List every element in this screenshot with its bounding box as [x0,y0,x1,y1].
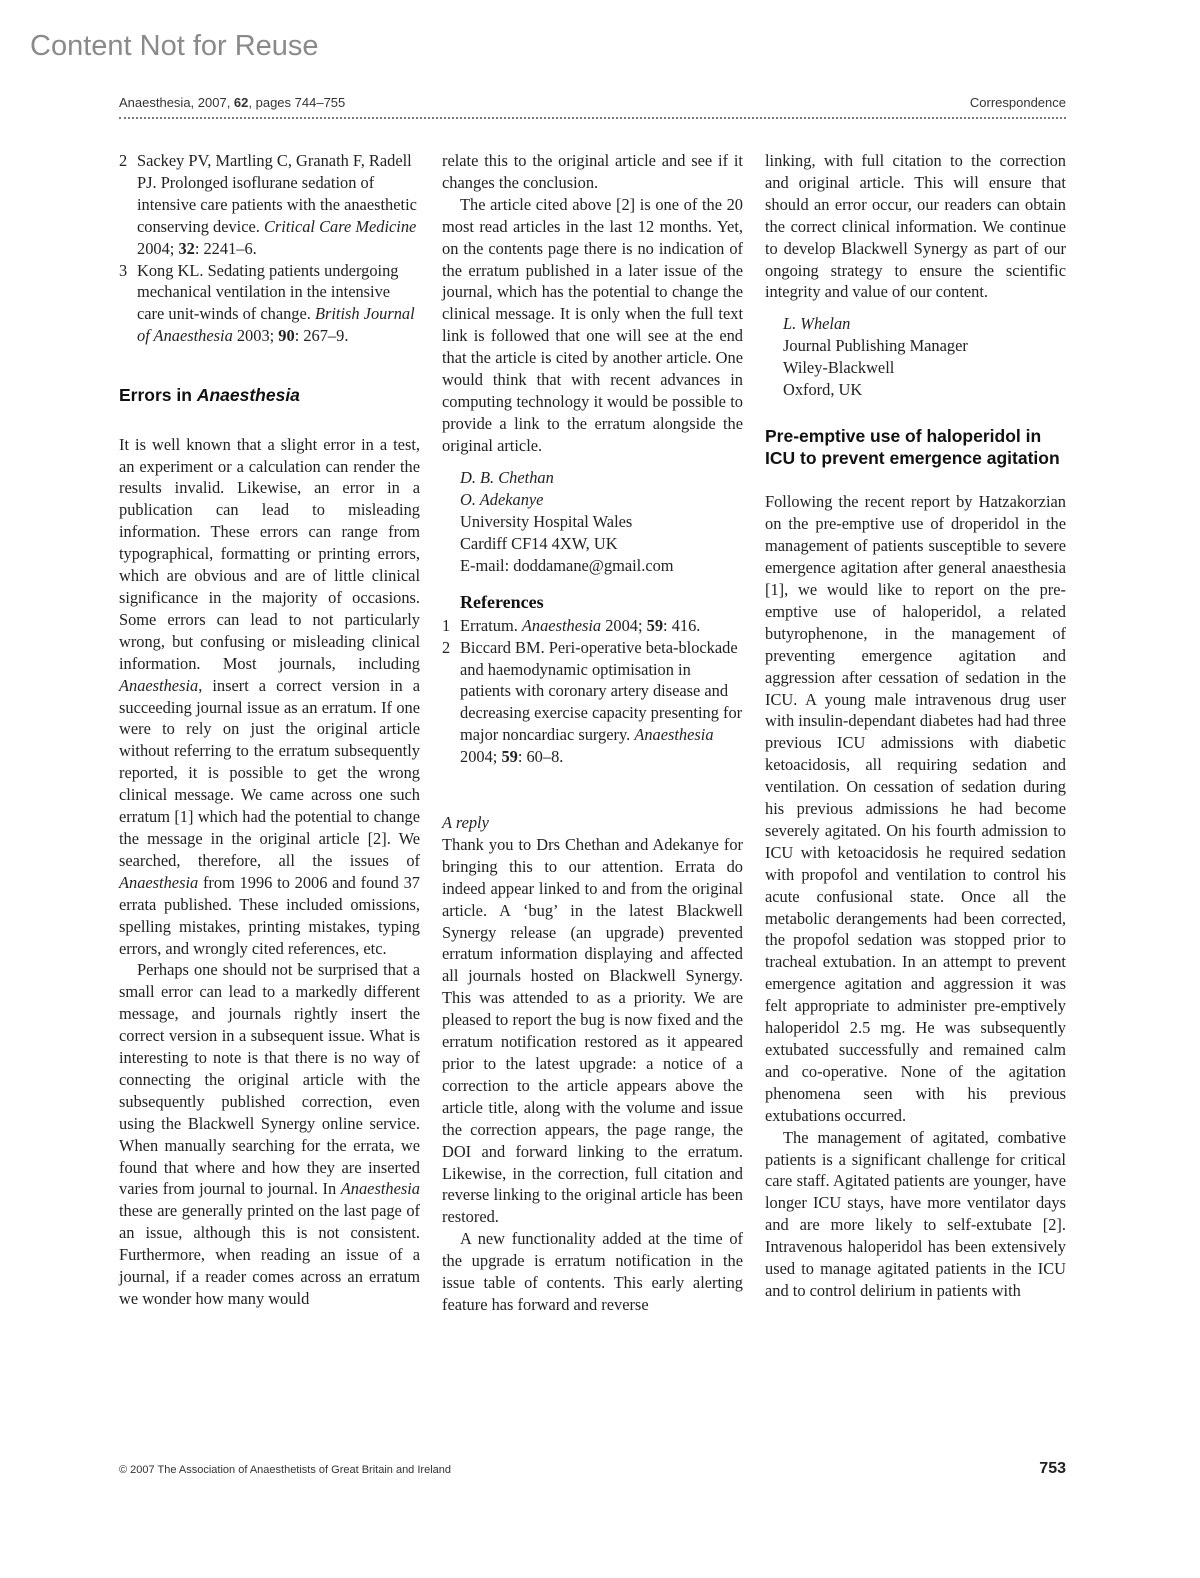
author-name: D. B. Chethan [460,467,554,487]
page-number: 753 [1039,1460,1066,1477]
watermark-text: Content Not for Reuse [30,30,319,62]
author-name: L. Whelan [783,314,851,334]
author-location: Oxford, UK [783,380,863,400]
reference-list [442,615,743,768]
author-name: O. Adekanye [460,489,544,509]
journal-volume: 62 [233,95,249,110]
body-paragraph: Following the recent report by Hatzakorzian on the pre-emptive use of droperidol in the management of patients susceptible to severe emergence agitation after general anaesthesia [1], we would like to report on the pre-emptive use of haloperidol, a related butyrophenone, in the management of preventing emergence agitation and aggression after cessation of sedation in the ICU. A young male intravenous drug user with insulin-dependant diabetes had had three previous ICU admissions with diabetic ketoacidosis, all requiring sedation and ventilation. On cessation of sedation during his previous admissions he had become severely agitated. On his fourth admission to ICU with ketoacidosis he required sedation with propofol and ventilation to control his acute confusional state. Once all the metabolic derangements had been corrected, the propofol sedation was stopped prior to tracheal extubation. In an attempt to prevent emergence agitation and aggression it was felt appropriate to administer pre-emptively haloperidol 2.5 mg. He was subsequently extubated successfully and remained calm and co-operative. None of the agitation phenomena seen with his previous extubations occurred. [765,492,1066,1125]
body-paragraph: Perhaps one should not be surprised that a small error can lead to a markedly different message, and journals rightly insert the correct version in a subsequent issue. What is interesting to note is that there is no way of connecting the original article with the subsequently published correction, even using the Blackwell Synergy online service. When manually searching for the errata, we found that where and how they are inserted varies from journal to journal. In Anaesthesia these are generally printed on the last page of an issue, although this is not consistent. Furthermore, when reading an issue of a journal, if a reader comes across an erratum we wonder how many would [119,960,420,1308]
references-heading: References [460,591,544,612]
article-title-haloperidol: Pre-emptive use of haloperidol in ICU to prevent emergence agitation [765,426,1060,468]
column-1 [119,150,420,1310]
running-head [119,95,1066,115]
body-paragraph: Thank you to Drs Chethan and Adekanye for bringing this to our attention. Errata do indeed appear linked to and from the original article. A ‘bug’ in the latest Blackwell Synergy release (an upgrade) prevented erratum information displaying and affected all journals hosted on Blackwell Synergy. This was attended to as a priority. We are pleased to report the bug is now fixed and the erratum notification restored as it appeared prior to the latest upgrade: a notice of a correction to the article appears above the article title, along with the volume and issue the correction appears, the page range, the DOI and forward linking to the erratum. Likewise, in the correction, full citation and reverse linking to the original article has been restored. [442,834,743,1227]
column-2 [442,150,743,1316]
reference-list-continued [119,150,420,347]
reference-item: 1 Erratum. Anaesthesia 2004; 59: 416. [442,615,701,635]
body-paragraph: The article cited above [2] is one of the 20 most read articles in the last 12 months. Yet, on the contents page there is no indication of the erratum published in a later issue of the journal, which has the potential to change the clinical message. It is only when the full text link is followed that one will see at the end that the article is cited by another article. One would think that with recent advances in computing technology it would be possible to provide a link to the erratum alongside the original article. [442,194,743,455]
body-paragraph: The management of agitated, combative patients is a significant challenge for critical care staff. Agitated patients are younger, have longer ICU stays, have more ventilator days and are more likely to self-extubate [2]. Intravenous haloperidol has been extensively used to manage agitated patients in the ICU and to control delirium in patients with [765,1127,1066,1300]
author-signature [442,467,743,577]
body-paragraph: relate this to the original article and see if it changes the conclusion. [442,151,743,192]
article-title-errors: Errors in Anaesthesia [119,385,300,406]
page-footer [119,1462,1066,1482]
header-rule [119,117,1066,119]
reply-heading: A reply [442,813,489,833]
reference-item: 2 Biccard BM. Peri-operative beta-blockade and haemodynamic optimisation in patients with coronary artery disease and decreasing exercise capacity presenting for major noncardiac surgery. Anaesthesia 2004; 59: 60–8. [442,637,743,767]
body-paragraph: It is well known that a slight error in a test, an experiment or a calculation can render the results invalid. Likewise, an error in a publication can lead to misleading information. These errors can range from typographical, formatting or printing errors, which are obvious and are of little clinical significance in the majority of occasions. Some errors can lead to not particularly wrong, but confusing or misleading clinical information. Most journals, including Anaesthesia, insert a correct version in a succeeding journal issue as an erratum. If one were to rely on just the original article without referring to the erratum subsequently reported, it is possible to get the wrong clinical message. We came across one such erratum [1] which had the potential to change the message in the original article [2]. We searched, therefore, all the issues of Anaesthesia from 1996 to 2006 and found 37 errata published. These included omissions, spelling mistakes, printing mistakes, typing errors, and wrongly cited references, etc. [119,434,420,958]
author-email: E-mail: doddamane@gmail.com [460,555,674,575]
copyright-notice: © 2007 The Association of Anaesthetists of Great Britain and Ireland [119,1464,451,1476]
author-signature [765,313,1066,401]
journal-citation: Anaesthesia, 2007, 62, pages 744–755 [119,95,346,110]
column-3 [765,150,1066,1302]
body-paragraph: A new functionality added at the time of the upgrade is erratum notification in the issue table of contents. This early alerting feature has forward and reverse [442,1229,743,1314]
section-label: Correspondence [969,95,1066,110]
author-affiliation: University Hospital Wales [460,511,633,531]
author-organisation: Wiley-Blackwell [783,358,895,378]
author-role: Journal Publishing Manager [783,336,968,356]
reference-item: 2 Sackey PV, Martling C, Granath F, Radell PJ. Prolonged isoflurane sedation of intensive care patients with the anaesthetic conserving device. Critical Care Medicine 2004; 32: 2241–6. [119,151,417,258]
reference-item: 3 Kong KL. Sedating patients undergoing mechanical ventilation in the intensive care unit-winds of change. British Journal of Anaesthesia 2003; 90: 267–9. [119,260,415,346]
author-address: Cardiff CF14 4XW, UK [460,533,618,553]
body-paragraph: linking, with full citation to the correction and original article. This will ensure that should an error occur, our readers can obtain the correct clinical information. We continue to develop Blackwell Synergy as part of our ongoing strategy to ensure the scientific integrity and value of our content. [765,151,1066,302]
